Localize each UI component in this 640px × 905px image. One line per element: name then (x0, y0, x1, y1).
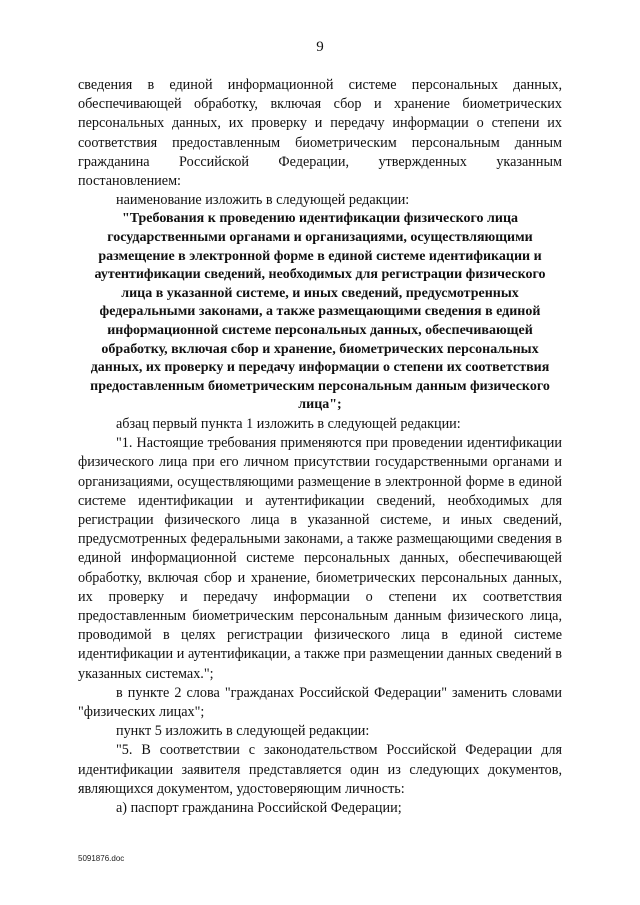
paragraph-clause1-text: "1. Настоящие требования применяются при проведении идентификации физического лица при его личном присутствии государственными органами и организациями, осуществляющими размещение в электронной форме в единой системе идентификации и аутентификации сведений, необходимых для регистрации физического лица в указанной системе, и иных сведений, предусмотренных федеральными законами, а также размещающими сведения в единой информационной системе персональных данных, обеспечивающей обработку, включая сбор и хранение, биометрических персональных данных, их проверку и передачу информации о степени их соответствия предоставленным биометрическим персональным данным физического лица, проводимой в целях регистрации физического лица в единой системе идентификации и аутентификации, а также при размещении данных сведений в указанных системах."; (78, 435, 562, 682)
paragraph-clause5-text: "5. В соответствии с законодательством Российской Федерации для идентификации заявителя представляется один из следующих документов, являющихся документом, удостоверяющим личность: (78, 742, 562, 797)
list-item-passport: а) паспорт гражданина Российской Федерации; (116, 800, 402, 817)
paragraph-clause2-change: в пункте 2 слова "гражданах Российской Федерации" заменить словами "физических лицах"; (78, 684, 562, 720)
document-body (78, 76, 562, 818)
page-number: 9 (316, 39, 324, 55)
requirements-title: "Требования к проведению идентификации физического лица государственными органами и организациями, осуществляющими размещение в электронной форме в единой системе идентификации и аутентификации сведений, необходимых для регистрации физического лица в указанной системе, и иных сведений, предусмотренных федеральными законами, а также размещающими сведения в единой информационной системе персональных данных, обеспечивающей обработку, включая сбор и хранение, биометрических персональных данных, их проверку и передачу информации о степени их соответствия предоставленным биометрическим персональным данным физического лица"; (90, 211, 550, 413)
document-footer: 5091876.doc (78, 854, 125, 863)
paragraph-name-change: наименование изложить в следующей редакции: (116, 192, 410, 209)
paragraph-clause5-change: пункт 5 изложить в следующей редакции: (116, 723, 370, 740)
paragraph-continuation: сведения в единой информационной системе персональных данных, обеспечивающей обработку, включая сбор и хранение биометрических персональных данных, их проверку и передачу информации о степени их соответствия предоставленным биометрическим персональным данным гражданина Российской Федерации, утвержденных указанным постановлением: (78, 77, 562, 190)
paragraph-clause1-change: абзац первый пункта 1 изложить в следующей редакции: (116, 415, 461, 432)
